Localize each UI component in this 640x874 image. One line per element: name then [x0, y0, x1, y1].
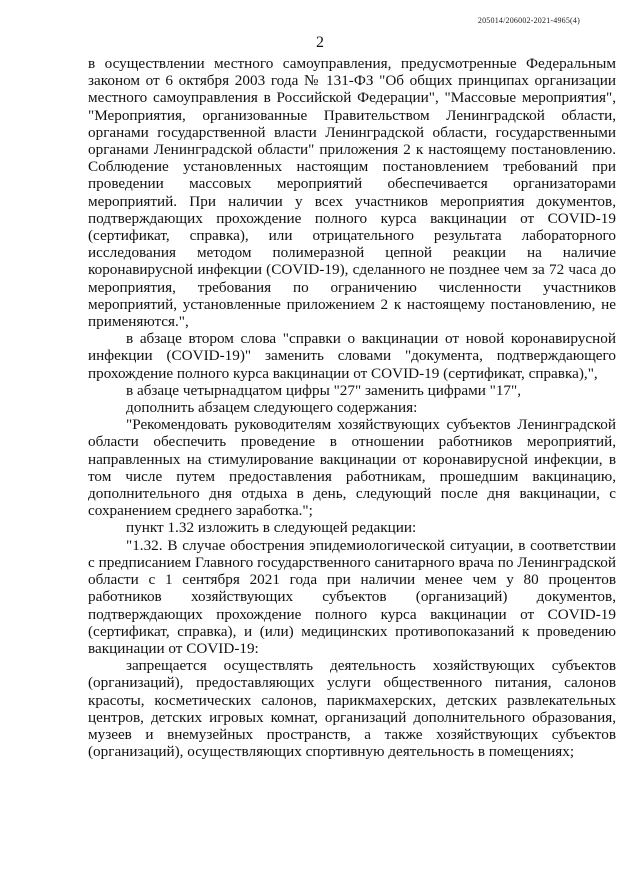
document-registration-code: 205014/206002-2021-4965(4) — [477, 16, 580, 25]
page-number: 2 — [316, 34, 324, 51]
paragraph-1: в осуществлении местного самоуправления, предусмотренные Федеральным законом от 6 октября 2003 года № 131-ФЗ "Об общих принципах организации местного самоуправления в Российской Федерации", "Массовые мероприятия", "Мероприятия, организованные Правительством Ленинградской области, органами государственной власти Ленинградской области, государственными органами Ленинградской области" приложения 2 к настоящему постановлению. Соблюдение установленных настоящим постановлением требований при проведении массовых мероприятий обеспечивается организаторами мероприятий. При наличии у всех участников мероприятия документов, подтверждающих прохождение полного курса вакцинации от COVID-19 (сертификат, справка), или отрицательного результата лабораторного исследования методом полимеразной цепной реакции на наличие коронавирусной инфекции (COVID-19), сделанного не позднее чем за 72 часа до мероприятия, требования по ограничению численности участников мероприятий, установленные приложением 2 к настоящему постановлению, не применяются.", — [88, 55, 616, 331]
paragraph-4: дополнить абзацем следующего содержания: — [126, 399, 418, 417]
document-body — [88, 55, 616, 760]
paragraph-8: запрещается осуществлять деятельность хозяйствующих субъектов (организаций), предоставляющих услуги общественного питания, салонов красоты, косметических салонов, парикмахерских, детских развлекательных центров, детских игровых комнат, организаций дополнительного образования, музеев и внемузейных пространств, а также хозяйствующих субъектов (организаций), осуществляющих спортивную деятельность в помещениях; — [88, 657, 616, 761]
paragraph-5: "Рекомендовать руководителям хозяйствующих субъектов Ленинградской области обеспечить проведение в отношении работников мероприятий, направленных на стимулирование вакцинации от коронавирусной инфекции, в том числе путем предоставления работникам, прошедшим вакцинацию, дополнительного дня отдыха в день, следующий после дня вакцинации, с сохранением среднего заработка."; — [88, 416, 616, 520]
paragraph-2: в абзаце втором слова "справки о вакцинации от новой коронавирусной инфекции (COVID-19)" заменить словами "документа, подтверждающего прохождение полного курса вакцинации от COVID-19 (сертификат, справка),", — [88, 330, 616, 382]
paragraph-7: "1.32. В случае обострения эпидемиологической ситуации, в соответствии с предписанием Главного государственного санитарного врача по Ленинградской области с 1 сентября 2021 года при наличии менее чем у 80 процентов работников хозяйствующих субъектов (организаций) документов, подтверждающих прохождение полного курса вакцинации от COVID-19 (сертификат, справка), и (или) медицинских противопоказаний к проведению вакцинации от COVID-19: — [88, 536, 616, 657]
paragraph-6: пункт 1.32 изложить в следующей редакции: — [126, 519, 417, 537]
paragraph-3: в абзаце четырнадцатом цифры "27" заменить цифрами "17", — [126, 381, 522, 399]
